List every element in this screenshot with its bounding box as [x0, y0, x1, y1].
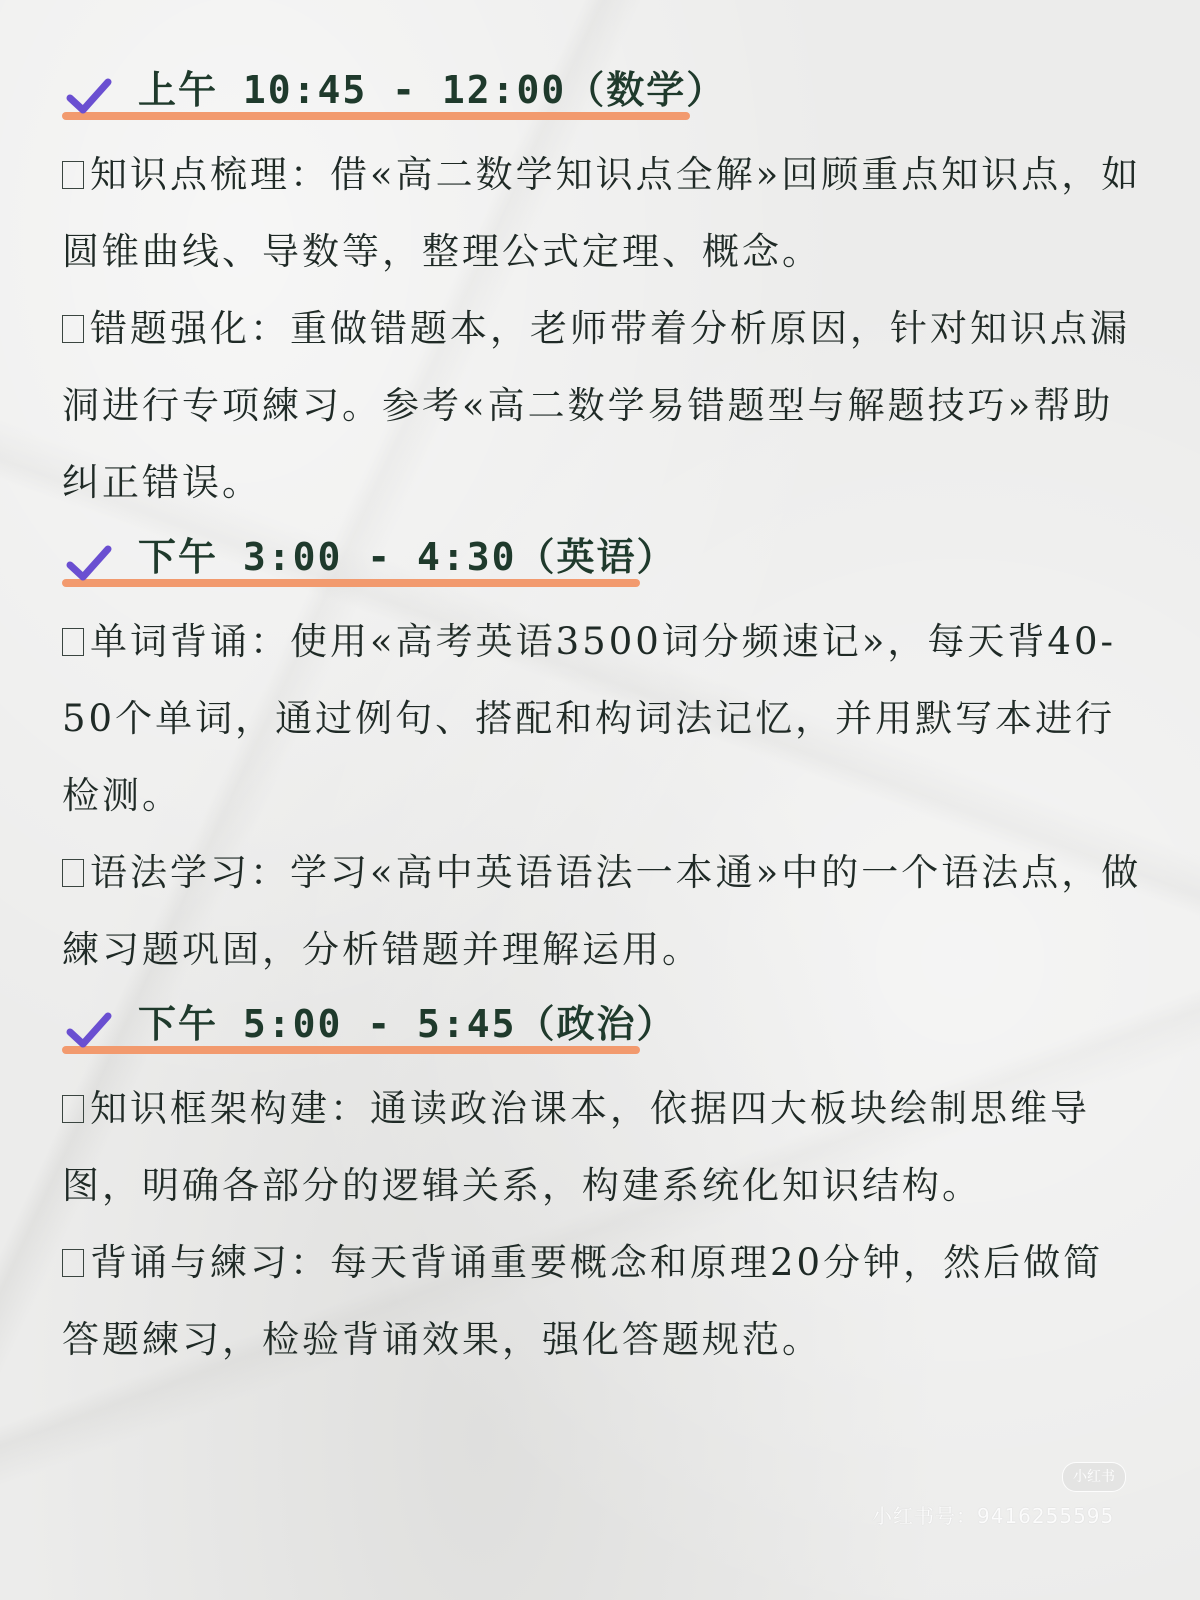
task-text: 知识框架构建：通读政治课本，依据四大板块绘制思维导图，明确各部分的逻辑关系，构建系统化知识结构。 — [62, 1087, 1090, 1207]
task-text: 错题强化：重做错题本，老师带着分析原因，针对知识点漏洞进行专项練习。参考«高二数学易错题型与解题技巧»帮助纠正错误。 — [62, 307, 1130, 504]
watermark-logo: 小红书 — [1062, 1462, 1126, 1492]
checkbox-icon — [62, 1249, 84, 1277]
section-header — [62, 529, 1142, 593]
task-item — [62, 603, 1142, 834]
section-math — [62, 62, 1142, 521]
section-politics — [62, 996, 1142, 1378]
task-text: 背诵与練习：每天背诵重要概念和原理20分钟，然后做简答题練习，检验背诵效果，强化答题规范。 — [62, 1241, 1104, 1361]
checkmark-icon — [66, 1010, 112, 1050]
task-item — [62, 290, 1142, 521]
task-text: 语法学习：学习«高中英语语法一本通»中的一个语法点，做練习题巩固，分析错题并理解运用。 — [62, 851, 1142, 971]
section-title: 下午 5:00 - 5:45（政治） — [138, 1002, 677, 1046]
checkbox-icon — [62, 859, 84, 887]
checkmark-icon — [66, 76, 112, 116]
task-item — [62, 834, 1142, 988]
section-english — [62, 529, 1142, 988]
study-plan — [62, 62, 1142, 1386]
checkbox-icon — [62, 315, 84, 343]
watermark-id: 小红书号：9416255595 — [872, 1504, 1115, 1528]
task-text: 知识点梳理：借«高二数学知识点全解»回顾重点知识点，如圆锥曲线、导数等，整理公式定理、概念。 — [62, 153, 1142, 273]
section-header — [62, 62, 1142, 126]
task-item — [62, 136, 1142, 290]
section-header — [62, 996, 1142, 1060]
checkbox-icon — [62, 628, 84, 656]
section-title: 上午 10:45 - 12:00（数学） — [138, 68, 727, 112]
checkmark-icon — [66, 543, 112, 583]
task-text: 单词背诵：使用«高考英语3500词分频速记»，每天背40-50个单词，通过例句、搭配和构词法记忆，并用默写本进行检测。 — [62, 620, 1117, 817]
task-item — [62, 1224, 1142, 1378]
section-title: 下午 3:00 - 4:30（英语） — [138, 535, 677, 579]
task-item — [62, 1070, 1142, 1224]
checkbox-icon — [62, 1095, 84, 1123]
checkbox-icon — [62, 161, 84, 189]
